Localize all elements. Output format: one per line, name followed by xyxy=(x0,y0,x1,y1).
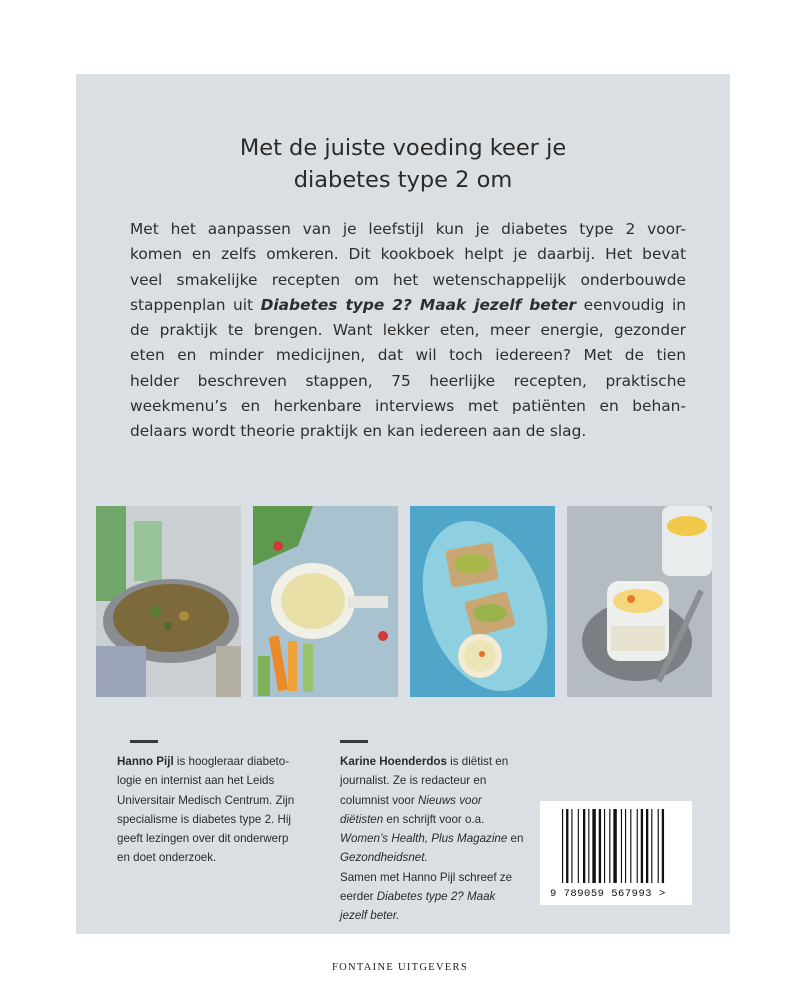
barcode-bar xyxy=(604,809,605,883)
barcode-bar xyxy=(562,809,563,883)
barcode-bar xyxy=(566,809,568,883)
isbn-digits: 9 789059 567993 > xyxy=(550,888,666,900)
barcode-bar xyxy=(571,809,572,883)
headline-line-2: diabetes type 2 om xyxy=(293,167,513,193)
barcode-bar xyxy=(609,809,610,883)
author-name: Hanno Pijl xyxy=(117,755,174,768)
bio-karine-hoenderdos: Karine Hoenderdos is diëtist en journalist. Ze is redacteur en columnist voor Nieuws voor diëtisten en schrijft voor o.a. Women’s Health, Plus Magazine en Gezondheidsnet. Samen met Hanno Pijl schreef ze eerder Diabetes type 2? Maak jezelf beter. xyxy=(340,755,524,923)
publisher-name: FONTAINE UITGEVERS xyxy=(331,962,468,973)
isbn-barcode xyxy=(540,801,692,905)
bio-hanno-pijl: Hanno Pijl is hoogleraar diabeto- logie en internist aan het Leids Universitair Medisch Centrum. Zijn specialisme is diabetes type 2. Hij geeft lezingen over dit onderwerp en doet onderzoek. xyxy=(117,755,295,865)
blurb-line: komen en zelfs omkeren. Dit kookboek helpt je daarbij. Het bevat xyxy=(130,245,686,264)
food-photo-crackers xyxy=(410,506,555,697)
barcode-bar xyxy=(630,809,631,883)
barcode-bar xyxy=(599,809,601,883)
blurb-line: helder beschreven stappen, 75 heerlijke recepten, praktische xyxy=(130,371,686,390)
barcode-bar xyxy=(651,809,652,883)
blurb-text: stappenplan uit xyxy=(130,295,254,314)
blurb-line: Met het aanpassen van je leefstijl kun je diabetes type 2 voor- xyxy=(130,220,686,238)
barcode-bar xyxy=(637,809,638,883)
headline xyxy=(76,132,730,196)
barcode-bar xyxy=(625,809,626,883)
blurb-line xyxy=(130,293,686,318)
blurb-line: eten en minder medicijnen, dat wil toch iedereen? Met de tien xyxy=(130,346,686,365)
bio-divider xyxy=(340,740,368,743)
back-cover xyxy=(76,74,730,934)
barcode-bar xyxy=(658,809,659,883)
barcode-bar xyxy=(662,809,664,883)
food-photo-dip xyxy=(253,506,398,697)
food-photo-yoghurt xyxy=(567,506,712,697)
barcode-bar xyxy=(613,809,616,883)
barcode-bar xyxy=(578,809,579,883)
book-title-emphasis: Diabetes type 2? Maak jezelf beter xyxy=(260,295,577,314)
blurb xyxy=(130,217,686,445)
food-photo-casserole xyxy=(96,506,241,697)
barcode-bars xyxy=(560,809,672,883)
blurb-line: de praktijk te brengen. Want lekker eten, meer energie, gezonder xyxy=(130,321,686,340)
barcode-bar xyxy=(646,809,648,883)
barcode-bar xyxy=(621,809,622,883)
blurb-line: veel smakelijke recepten om het wetenschappelijk onderbouwde xyxy=(130,270,686,289)
blurb-line: delaars wordt theorie praktijk en kan iedereen aan de slag. xyxy=(130,422,587,441)
barcode-bar xyxy=(641,809,643,883)
headline-line-1: Met de juiste voeding keer je xyxy=(239,135,567,161)
author-name: Karine Hoenderdos xyxy=(340,755,447,768)
barcode-bar xyxy=(592,809,595,883)
blurb-text: eenvoudig in xyxy=(583,295,686,314)
bio-divider xyxy=(130,740,158,743)
barcode-bar xyxy=(583,809,585,883)
barcode-bar xyxy=(588,809,589,883)
blurb-line: weekmenu’s en herkenbare interviews met patiënten en behan- xyxy=(130,397,686,416)
